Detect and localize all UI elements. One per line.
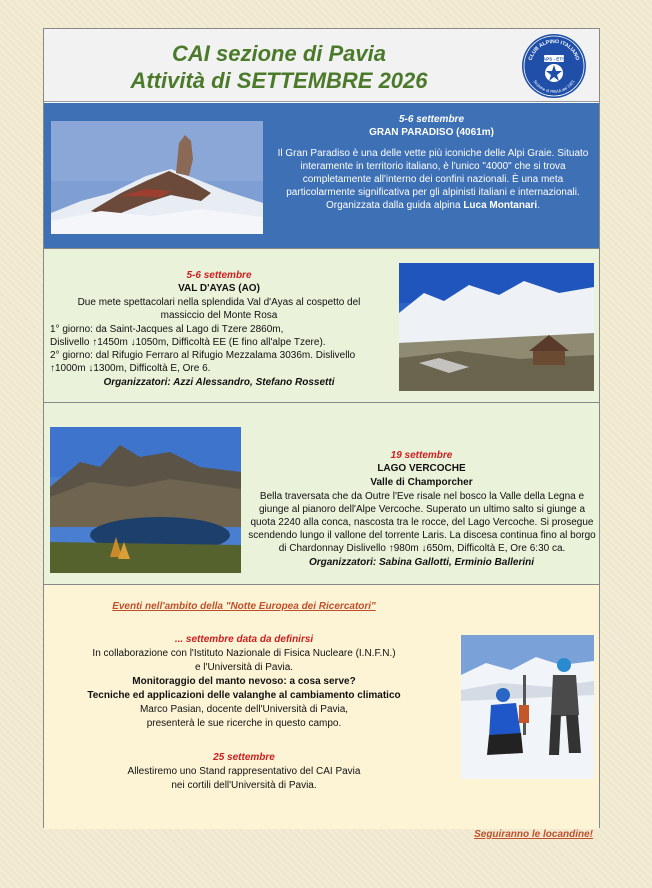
event-line8: nei cortili dell'Università di Pavia. [171, 780, 317, 791]
event-line7: Allestiremo uno Stand rappresentativo del CAI Pavia [127, 766, 361, 777]
event-date: 19 settembre [390, 450, 453, 461]
cai-logo [521, 33, 587, 99]
event-line2: e l'Università di Pavia. [194, 662, 294, 673]
flyer [43, 28, 600, 840]
event-date-2: 25 settembre [213, 752, 275, 763]
event-heading: Eventi nell'ambito della "Notte Europea dei Ricercatori" [112, 601, 376, 612]
event-date: ... settembre data da definirsi [174, 634, 314, 645]
event-val-dayas [44, 249, 599, 403]
event-description-text: Il Gran Paradiso è una delle vette più iconiche delle Alpi Graie. Situato interamente in territorio italiano, è l'unico "4000" che si trova completamente all'interno dei confini nazionali. È una meta particolarmente significativa per gli alpinisti italiani e internazionali. Organizzata dalla guida alpina [277, 148, 589, 211]
logo-badge-text: APS - ETS [542, 56, 566, 62]
event-line3: Monitoraggio del manto nevoso: a cosa serve? [132, 676, 356, 687]
event-intro-line1: Due mete spettacolari nella splendida Val d'Ayas al cospetto del [77, 297, 361, 308]
event-lago-vercoche [44, 403, 599, 585]
logo-top-text: CLUB ALPINO ITALIANO [527, 38, 581, 62]
event-line6: presenterà le sue ricerche in questo campo. [146, 718, 342, 729]
event-subtitle: Valle di Champorcher [370, 477, 473, 488]
header-title-line1: CAI sezione di Pavia [172, 41, 386, 66]
event-notte-ricercatori [44, 585, 599, 840]
event-organizers: Organizzatori: Sabina Gallotti, Erminio Ballerini [308, 557, 535, 568]
flyer-header [44, 29, 599, 102]
event-day1: 1° giorno: da Saint-Jacques al Lago di Tzere 2860m, [50, 324, 284, 335]
event-gran-paradiso [44, 103, 599, 249]
photo-lago-vercoche [50, 427, 241, 573]
header-title-line2: Attività di SETTEMBRE 2026 [130, 68, 428, 93]
event-line1: In collaborazione con l'Istituto Nazionale di Fisica Nucleare (I.N.F.N.) [92, 648, 396, 659]
event-day2-details: ↑1000m ↓1300m, Difficoltà E, Ore 6. [50, 363, 211, 374]
event-intro-line2: massiccio del Monte Rosa [160, 310, 278, 321]
event-line4: Tecniche ed applicazioni delle valanghe al cambiamento climatico [87, 690, 401, 701]
event-day2: 2° giorno: dal Rifugio Ferraro al Rifugio Mezzalama 3036m. Dislivello [50, 350, 356, 361]
event-description: Bella traversata che da Outre l'Eve risale nel bosco la Valle della Legna e giunge al pianoro dell'Alpe Vercoche. Superato un ultimo salto si giunge a quota 2240 alla conca, nascosta tra le rocce, del Lago Vercoche. Si prosegue scendendo lungo il vallone del torrente Laris. La discesa continua fino al borgo di Chardonnay Dislivello ↑980m ↓650m, Difficoltà E, Ore 6:30 ca. [248, 491, 596, 554]
event-date: 5-6 settembre [398, 114, 465, 125]
event-title: GRAN PARADISO (4061m) [369, 127, 494, 138]
photo-val-dayas [399, 263, 594, 391]
photo-ricercatori [461, 635, 594, 779]
photo-gran-paradiso [51, 121, 263, 234]
event-organizers: Organizzatori: Azzi Alessandro, Stefano Rossetti [103, 377, 335, 388]
footer-note: Seguiranno le locandine! [474, 829, 593, 840]
logo-bottom-text: Sezione di PAVIA dal 1921 [532, 78, 576, 95]
event-title: VAL D'AYAS (AO) [178, 283, 260, 294]
event-line5: Marco Pasian, docente dell'Università di Pavia, [139, 704, 349, 715]
event-title: LAGO VERCOCHE [377, 463, 466, 474]
event-guide: Luca Montanari [463, 200, 538, 211]
event-description [274, 147, 592, 212]
event-day1-details: Dislivello ↑1450m ↓1050m, Difficoltà EE (E fino all'alpe Tzere). [50, 337, 326, 348]
event-description-end: . [537, 200, 540, 211]
event-date: 5-6 settembre [186, 270, 252, 281]
